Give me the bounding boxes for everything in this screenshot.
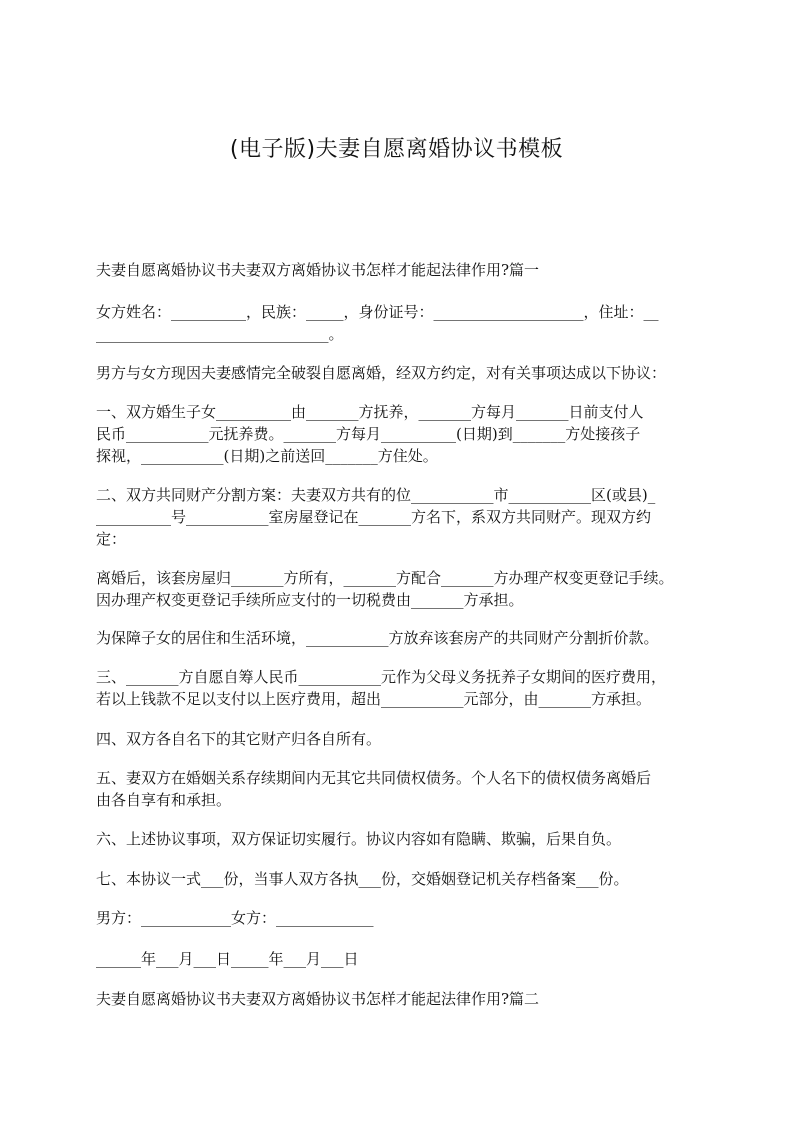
paragraph-line: 一、双方婚生子女__________由_______方抚养，_______方每月_______日前支付人 bbox=[96, 403, 644, 421]
section-heading: 夫妻自愿离婚协议书夫妻双方离婚协议书怎样才能起法律作用?篇一 bbox=[96, 261, 540, 279]
paragraph-line: 为保障子女的居住和生活环境，___________方放弃该套房产的共同财产分割折价款。 bbox=[96, 629, 659, 647]
paragraph-line: _______________________________。 bbox=[96, 325, 344, 343]
paragraph-line: 若以上钱款不足以支付以上医疗费用，超出___________元部分，由_______方承担。 bbox=[96, 690, 652, 708]
paragraph-line: 民币___________元抚养费。_______方每月__________(日期)到_______方处接孩子 bbox=[96, 425, 641, 443]
paragraph-line: 三、_______方自愿自筹人民币___________元作为父母义务抚养子女期间的医疗费用， bbox=[96, 668, 667, 686]
paragraph-line: 定： bbox=[96, 530, 127, 548]
paragraph-line: 七、本协议一式___份，当事人双方各执___份，交婚姻登记机关存档备案___份。 bbox=[96, 870, 629, 888]
paragraph-line: 由各自享有和承担。 bbox=[96, 791, 232, 809]
paragraph-line: __________号___________室房屋登记在_______方名下，系双方共同财产。现双方约 bbox=[96, 508, 652, 526]
paragraph-line: 二、双方共同财产分割方案：夫妻双方共有的位___________市___________区(或县)_ bbox=[96, 486, 656, 504]
paragraph-line: 五、妻双方在婚姻关系存续期间内无其它共同债权债务。个人名下的债权债务离婚后 bbox=[96, 769, 652, 787]
signature-line: 男方：____________女方：_____________ bbox=[96, 909, 374, 927]
paragraph-line: 离婚后，该套房屋归_______方所有，_______方配合_______方办理产权变更登记手续。 bbox=[96, 569, 674, 587]
paragraph-line: 四、双方各自名下的其它财产归各自所有。 bbox=[96, 730, 382, 748]
paragraph-line: 六、上述协议事项，双方保证切实履行。协议内容如有隐瞒、欺骗，后果自负。 bbox=[96, 830, 622, 848]
paragraph-line: 女方姓名：__________，民族：_____，身份证号：____________________，住址：__ bbox=[96, 303, 659, 321]
paragraph-line: 男方与女方现因夫妻感情完全破裂自愿离婚，经双方约定，对有关事项达成以下协议： bbox=[96, 364, 667, 382]
document-title: (电子版)夫妻自愿离婚协议书模板 bbox=[229, 137, 564, 162]
date-line: ______年___月___日_____年___月___日 bbox=[96, 950, 359, 968]
paragraph-line: 探视，___________(日期)之前送回_______方住处。 bbox=[96, 447, 438, 465]
paragraph-line: 因办理产权变更登记手续所应支付的一切税费由_______方承担。 bbox=[96, 591, 524, 609]
section-heading: 夫妻自愿离婚协议书夫妻双方离婚协议书怎样才能起法律作用?篇二 bbox=[96, 990, 540, 1008]
